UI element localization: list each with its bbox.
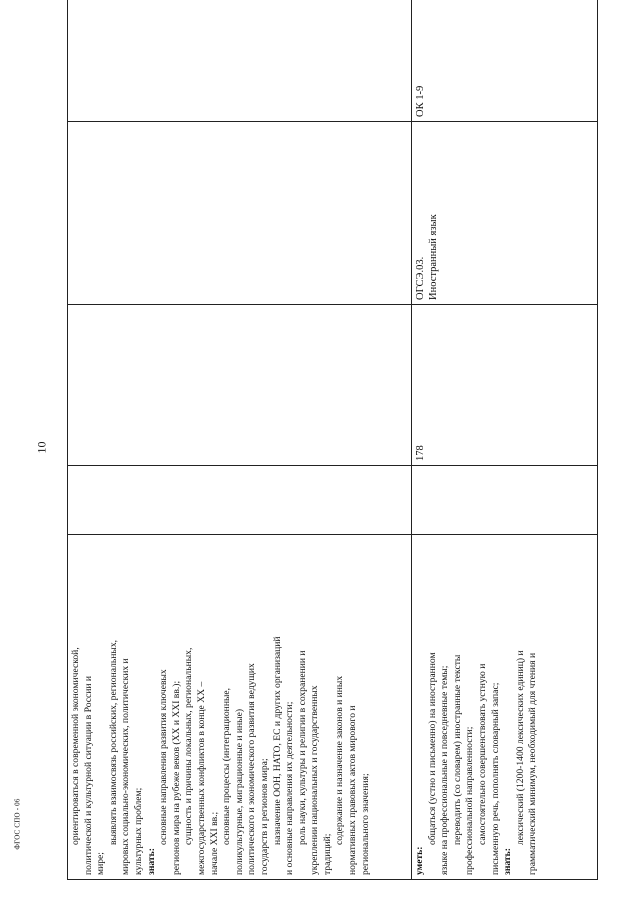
hours-cell bbox=[68, 305, 412, 466]
page-number: 10 bbox=[34, 441, 49, 454]
text-line: поликультурные, миграционные и иные) bbox=[233, 708, 245, 875]
text-line: политического и экономического развития ведущих bbox=[246, 663, 258, 875]
skills-cell bbox=[412, 535, 598, 880]
table-row bbox=[68, 0, 412, 880]
text-line: роль науки, культуры и религии в сохранении и bbox=[296, 650, 308, 845]
text-line: переводить (со словарем) иностранные тексты bbox=[451, 654, 463, 845]
text-line: культурных проблем; bbox=[132, 787, 144, 875]
text-line: знать: bbox=[502, 848, 514, 875]
footer-code: ФГОС СПО - 06 bbox=[13, 798, 22, 850]
empty-cell bbox=[412, 466, 598, 535]
empty-cell bbox=[68, 466, 412, 535]
competencies-cell bbox=[412, 0, 598, 122]
table-row bbox=[412, 0, 598, 880]
text-line: межгосударственных конфликтов в конце XX – bbox=[195, 681, 207, 875]
text-line: лексический (1200-1400 лексических единиц) и bbox=[514, 650, 526, 845]
text-line: и основные направления их деятельности; bbox=[284, 701, 296, 875]
text-line: нормативных правовых актов мирового и bbox=[347, 705, 359, 875]
text-line: самостоятельно совершенствовать устную и bbox=[476, 663, 488, 845]
competencies-value: ОК 1-9 bbox=[415, 85, 426, 117]
text-line: основные направления развития ключевых bbox=[158, 669, 170, 845]
text-line: укреплении национальных и государственных bbox=[309, 685, 321, 875]
hours-value: 178 bbox=[415, 445, 426, 461]
text-line: регионов мира на рубеже веков (XX и XXI вв.); bbox=[170, 680, 182, 875]
text-line: ориентироваться в современной экономической, bbox=[70, 647, 81, 845]
discipline-cell bbox=[412, 122, 598, 305]
text-line: письменную речь, пополнять словарный запас; bbox=[489, 682, 501, 875]
text-line: содержание и назначение законов и иных bbox=[334, 675, 346, 845]
text-line: государств и регионов мира; bbox=[258, 758, 270, 875]
text-line: основные процессы (интеграционные, bbox=[221, 687, 233, 845]
text-line: мировых социально-экономических, политических и bbox=[120, 658, 132, 875]
text-line: знать: bbox=[145, 848, 157, 875]
text-line: общаться (устно и письменно) на иностранном bbox=[426, 652, 438, 845]
text-line: выявлять взаимосвязь российских, региональных, bbox=[107, 639, 119, 845]
curriculum-table-wrapper bbox=[67, 30, 597, 880]
discipline-name: Иностранный язык bbox=[428, 214, 439, 300]
text-line: назначение ООН, НАТО, ЕС и других организаций bbox=[271, 636, 283, 845]
text-line: традиций; bbox=[321, 833, 333, 875]
text-line: профессиональной направленности; bbox=[464, 726, 476, 875]
discipline-cell bbox=[68, 122, 412, 305]
text-line: сущность и причины локальных, региональных, bbox=[183, 647, 195, 845]
skills-lines bbox=[414, 539, 540, 875]
hours-cell bbox=[412, 305, 598, 466]
text-line: языке на профессиональные и повседневные темы; bbox=[439, 665, 451, 875]
text-line: политической и культурной ситуации в России и bbox=[82, 675, 94, 875]
skills-cell bbox=[68, 535, 412, 880]
text-line: начале XXI вв.; bbox=[208, 811, 220, 875]
curriculum-table bbox=[67, 0, 598, 880]
skills-lines bbox=[70, 539, 372, 875]
competencies-cell bbox=[68, 0, 412, 122]
text-line: уметь: bbox=[414, 846, 425, 875]
discipline-code: ОГСЭ.03. bbox=[415, 256, 426, 300]
text-line: регионального значения; bbox=[359, 773, 371, 875]
text-line: грамматический минимум, необходимый для чтения и bbox=[527, 652, 539, 875]
text-line: мире; bbox=[95, 852, 107, 875]
